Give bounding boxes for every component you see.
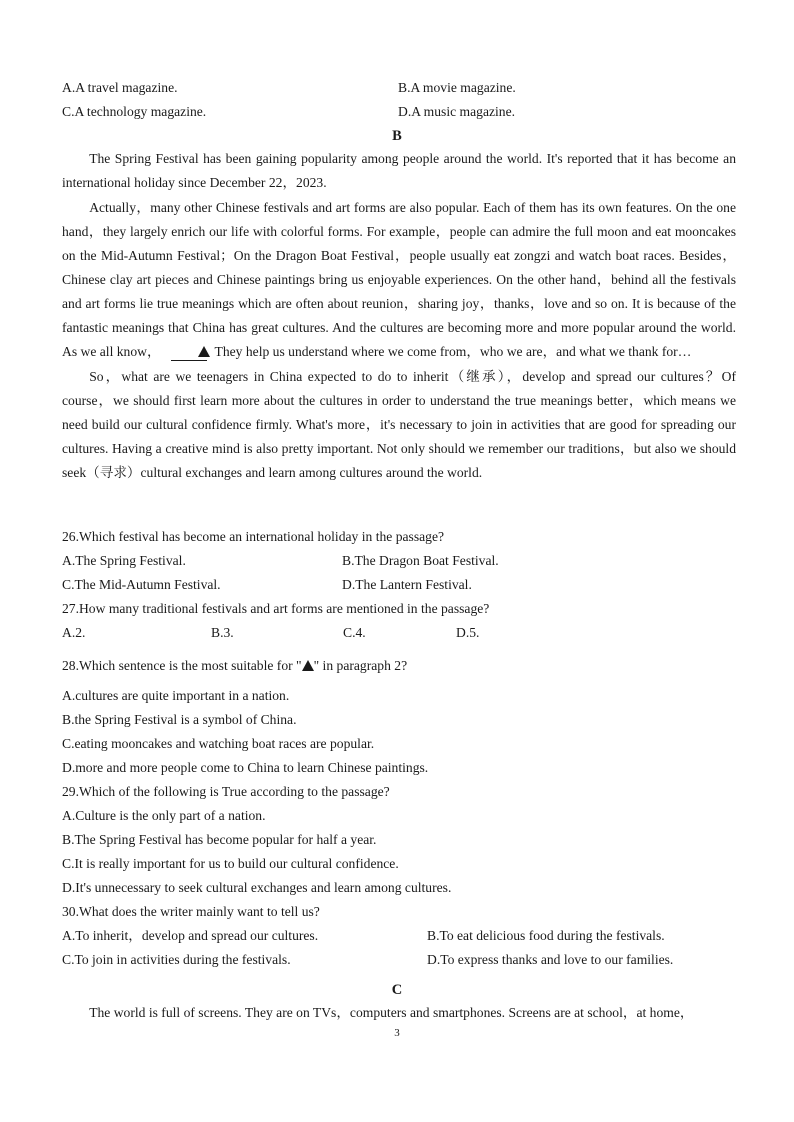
q28-option-b: B.the Spring Festival is a symbol of China. — [62, 712, 297, 727]
option-c: C.A technology magazine. — [62, 104, 207, 119]
q29-option-d: D.It's unnecessary to seek cultural exchanges and learn among cultures. — [62, 880, 452, 895]
question-26-options-row-2 — [62, 573, 736, 597]
q28-option-c: C.eating mooncakes and watching boat races are popular. — [62, 736, 375, 751]
q29-option-a: A.Culture is the only part of a nation. — [62, 808, 266, 823]
question-26-stem: 26.Which festival has become an international holiday in the passage? — [62, 529, 445, 544]
q26-option-b: B.The Dragon Boat Festival. — [342, 553, 499, 568]
section-c-passage — [62, 1001, 736, 1025]
option-a: A.A travel magazine. — [62, 80, 178, 95]
paragraph-2-text: Actually，many other Chinese festivals and art forms are also popular. Each of them has its own features. On the one hand，they largely enrich our life with colorful forms. For example，people can admire the full moon and eat mooncakes on the Mid-Autumn Festival；On the Dragon Boat Festival，people usually eat zongzi and watch boat races. Besides，Chinese clay art pieces and Chinese paintings bring us enjoyable experiences. On the other hand，behind all the festivals and art forms lie true meanings which are often about reunion，sharing joy，thanks，love and so on. It is because of the fantastic meanings that China has great cultures. And the cultures are becoming more and more popular around the world. As we all know， — [62, 200, 736, 359]
triangle-icon — [198, 346, 210, 357]
paragraph-3: So，what are we teenagers in China expected to do to inherit（继承），develop and spread our cultures？Of course，we should first learn more about the cultures in order to understand the true meanings better，which means we need build our cultural confidence firmly. What's more，it's necessary to join in activities that are good for spreading our cultures. Having a creative mind is also pretty important. Not only should we remember our traditions，but also we should seek（寻求）cultural exchanges and learn among cultures around the world. — [62, 369, 736, 480]
options-row-1 — [62, 76, 736, 100]
paragraph-2-end: They help us understand where we come from，who we are，and what we thank for… — [214, 344, 692, 359]
section-c-paragraph-1: The world is full of screens. They are on TVs，computers and smartphones. Screens are at school，at home， — [89, 1005, 694, 1020]
q28-option-d: D.more and more people come to China to learn Chinese paintings. — [62, 760, 429, 775]
option-d: D.A music magazine. — [398, 104, 516, 119]
page-number: 3 — [394, 1027, 400, 1039]
q26-option-c: C.The Mid-Autumn Festival. — [62, 577, 221, 592]
q29-option-c: C.It is really important for us to build our cultural confidence. — [62, 856, 399, 871]
q28-stem-start: 28.Which sentence is the most suitable for " — [62, 658, 302, 673]
q30-option-a: A.To inherit，develop and spread our cultures. — [62, 928, 319, 943]
q27-option-b: B.3. — [211, 625, 234, 640]
question-28-options — [62, 684, 736, 780]
question-27-options — [62, 621, 736, 645]
q29-option-b: B.The Spring Festival has become popular for half a year. — [62, 832, 377, 847]
paragraph-1: The Spring Festival has been gaining popularity among people around the world. It's reported that it has become an international holiday since December 22，2023. — [62, 151, 736, 190]
q30-option-b: B.To eat delicious food during the festivals. — [427, 928, 665, 943]
question-30-options-row-1 — [62, 924, 736, 948]
option-b: B.A movie magazine. — [398, 80, 516, 95]
answer-blank — [171, 344, 207, 361]
paragraph-2 — [62, 196, 736, 364]
q28-option-a: A.cultures are quite important in a nation. — [62, 688, 290, 703]
question-29-stem: 29.Which of the following is True according to the passage? — [62, 784, 390, 799]
section-b-heading: B — [392, 128, 402, 144]
q26-option-a: A.The Spring Festival. — [62, 553, 186, 568]
q27-option-d: D.5. — [456, 625, 480, 640]
section-c-heading: C — [391, 982, 403, 998]
question-30-options-row-2 — [62, 948, 736, 972]
q27-option-a: A.2. — [62, 625, 86, 640]
options-row-2 — [62, 100, 736, 124]
top-options — [62, 76, 736, 124]
triangle-icon — [302, 660, 314, 671]
section-b-passage — [62, 147, 736, 485]
question-28-stem — [62, 654, 736, 678]
q30-option-d: D.To express thanks and love to our families. — [427, 952, 674, 967]
question-27-stem: 27.How many traditional festivals and art forms are mentioned in the passage? — [62, 601, 490, 616]
question-26-options-row-1 — [62, 549, 736, 573]
q30-option-c: C.To join in activities during the festivals. — [62, 952, 291, 967]
q26-option-d: D.The Lantern Festival. — [342, 577, 472, 592]
q28-stem-end: " in paragraph 2? — [313, 658, 408, 673]
question-30-stem: 30.What does the writer mainly want to tell us? — [62, 904, 320, 919]
questions — [62, 525, 736, 972]
q27-option-c: C.4. — [343, 625, 366, 640]
